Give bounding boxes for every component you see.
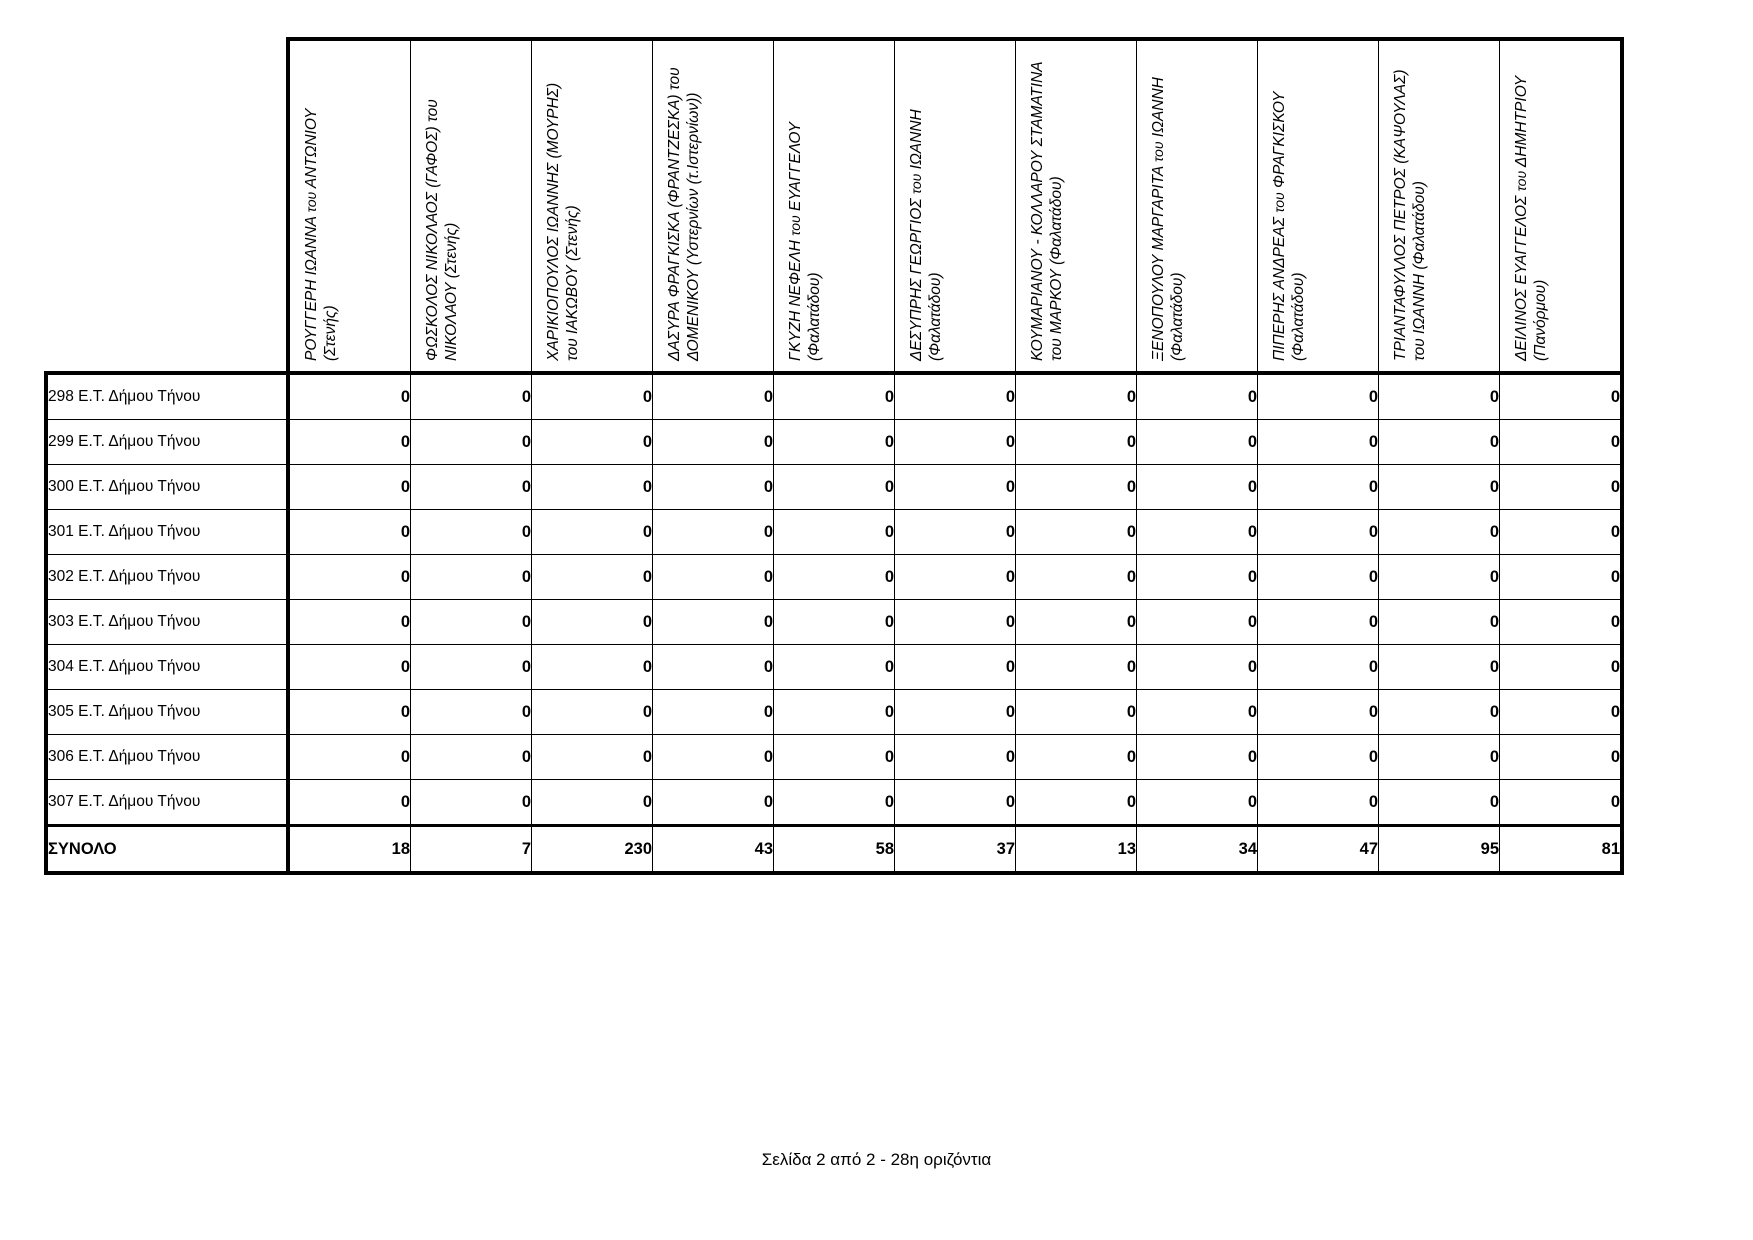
candidate-name-suffix: του <box>1513 170 1529 192</box>
table-row <box>46 780 1622 826</box>
vote-cell: 0 <box>653 465 774 510</box>
candidate-name-rest: (ΓΑΦΟΣ) του ΝΙΚΟΛΑΟΥ (Στενής) <box>424 99 460 361</box>
vote-cell: 0 <box>1137 780 1258 826</box>
vote-cell: 0 <box>774 465 895 510</box>
vote-cell: 0 <box>532 780 653 826</box>
total-cell: 7 <box>411 826 532 874</box>
vote-cell: 0 <box>1500 735 1623 780</box>
vote-cell: 0 <box>532 690 653 735</box>
table-row <box>46 373 1622 420</box>
candidate-name-rest: ΦΡΑΓΚΙΣΚΟΥ (Φαλατάδου) <box>1271 91 1307 361</box>
vote-cell: 0 <box>774 690 895 735</box>
candidate-name-rest: ΕΥΑΓΓΕΛΟΥ (Φαλατάδου) <box>787 122 823 361</box>
table-row <box>46 600 1622 645</box>
header-corner <box>46 39 288 373</box>
polling-station-label: 298 Ε.Τ. Δήμου Τήνου <box>46 373 288 420</box>
table-row <box>46 735 1622 780</box>
candidate-header <box>895 39 1016 373</box>
vote-cell: 0 <box>1016 780 1137 826</box>
vote-cell: 0 <box>532 420 653 465</box>
polling-station-label: 304 Ε.Τ. Δήμου Τήνου <box>46 645 288 690</box>
candidate-name-rest: ΑΝΤΩΝΙΟΥ (Στενής) <box>303 108 339 361</box>
total-cell: 34 <box>1137 826 1258 874</box>
vote-cell: 0 <box>1016 600 1137 645</box>
candidate-header <box>411 39 532 373</box>
vote-cell: 0 <box>1258 420 1379 465</box>
vote-cell: 0 <box>1258 780 1379 826</box>
candidate-header <box>1016 39 1137 373</box>
vote-cell: 0 <box>1137 510 1258 555</box>
total-cell: 47 <box>1258 826 1379 874</box>
vote-cell: 0 <box>1016 735 1137 780</box>
candidate-name-rest: (ΜΟΥΡΗΣ) του ΙΑΚΩΒΟΥ (Στενής) <box>545 82 581 361</box>
candidate-header-row <box>46 39 1622 373</box>
total-label: ΣΥΝΟΛΟ <box>46 826 288 874</box>
vote-cell: 0 <box>288 510 411 555</box>
vote-cell: 0 <box>1379 510 1500 555</box>
candidate-header <box>1137 39 1258 373</box>
vote-cell: 0 <box>653 555 774 600</box>
candidate-name: ΧΑΡΙΚΙΟΠΟΥΛΟΣ ΙΩΑΝΝΗΣ <box>545 162 562 361</box>
table-row <box>46 645 1622 690</box>
vote-cell: 0 <box>895 465 1016 510</box>
candidate-name: ΓΚΥΖΗ ΝΕΦΕΛΗ <box>787 240 804 361</box>
vote-cell: 0 <box>1137 555 1258 600</box>
vote-cell: 0 <box>411 510 532 555</box>
vote-cell: 0 <box>411 735 532 780</box>
candidate-name-label <box>1028 61 1066 361</box>
candidate-name-suffix: του <box>787 215 803 236</box>
vote-cell: 0 <box>288 600 411 645</box>
vote-cell: 0 <box>411 645 532 690</box>
total-cell: 58 <box>774 826 895 874</box>
vote-cell: 0 <box>895 555 1016 600</box>
vote-cell: 0 <box>1137 735 1258 780</box>
candidate-name-label <box>1270 61 1308 361</box>
vote-cell: 0 <box>532 510 653 555</box>
vote-cell: 0 <box>774 373 895 420</box>
candidate-header <box>1500 39 1623 373</box>
candidate-name-label <box>907 61 945 361</box>
candidate-name-label <box>1149 61 1187 361</box>
candidate-name: ΞΕΝΟΠΟΥΛΟΥ ΜΑΡΓΑΡΙΤΑ <box>1150 166 1167 361</box>
vote-cell: 0 <box>774 510 895 555</box>
vote-cell: 0 <box>1137 600 1258 645</box>
total-row <box>46 826 1622 874</box>
polling-station-label: 303 Ε.Τ. Δήμου Τήνου <box>46 600 288 645</box>
vote-cell: 0 <box>411 373 532 420</box>
polling-station-label: 305 Ε.Τ. Δήμου Τήνου <box>46 690 288 735</box>
vote-cell: 0 <box>411 780 532 826</box>
vote-cell: 0 <box>895 373 1016 420</box>
candidate-name-suffix: του <box>1150 141 1166 162</box>
vote-cell: 0 <box>774 780 895 826</box>
vote-cell: 0 <box>288 555 411 600</box>
vote-cell: 0 <box>774 555 895 600</box>
polling-station-label: 301 Ε.Τ. Δήμου Τήνου <box>46 510 288 555</box>
vote-cell: 0 <box>1379 373 1500 420</box>
vote-cell: 0 <box>774 645 895 690</box>
vote-cell: 0 <box>1016 420 1137 465</box>
vote-cell: 0 <box>1379 735 1500 780</box>
table-row <box>46 510 1622 555</box>
vote-cell: 0 <box>895 735 1016 780</box>
vote-cell: 0 <box>1137 690 1258 735</box>
vote-cell: 0 <box>653 645 774 690</box>
vote-cell: 0 <box>653 420 774 465</box>
vote-cell: 0 <box>653 510 774 555</box>
vote-cell: 0 <box>895 780 1016 826</box>
candidate-name: ΔΑΣΥΡΑ ΦΡΑΓΚΙΣΚΑ <box>666 211 683 361</box>
polling-station-label: 299 Ε.Τ. Δήμου Τήνου <box>46 420 288 465</box>
candidate-name-suffix: του <box>908 173 924 195</box>
vote-cell: 0 <box>1500 780 1623 826</box>
vote-cell: 0 <box>774 420 895 465</box>
vote-cell: 0 <box>1500 645 1623 690</box>
vote-cell: 0 <box>895 645 1016 690</box>
candidate-name: ΔΕΣΥΠΡΗΣ ΓΕΩΡΓΙΟΣ <box>908 198 925 361</box>
vote-cell: 0 <box>1137 373 1258 420</box>
vote-cell: 0 <box>411 465 532 510</box>
candidate-header <box>774 39 895 373</box>
vote-cell: 0 <box>1258 645 1379 690</box>
candidate-name-rest: ΙΩΑΝΝΗ (Φαλατάδου) <box>1150 77 1186 361</box>
vote-cell: 0 <box>653 690 774 735</box>
results-table <box>44 37 1624 875</box>
table-row <box>46 420 1622 465</box>
vote-cell: 0 <box>1258 600 1379 645</box>
vote-cell: 0 <box>411 420 532 465</box>
polling-station-label: 300 Ε.Τ. Δήμου Τήνου <box>46 465 288 510</box>
vote-cell: 0 <box>1016 510 1137 555</box>
results-table-body <box>46 373 1622 873</box>
vote-cell: 0 <box>411 600 532 645</box>
vote-cell: 0 <box>532 465 653 510</box>
vote-cell: 0 <box>1379 420 1500 465</box>
vote-cell: 0 <box>1016 465 1137 510</box>
total-cell: 13 <box>1016 826 1137 874</box>
vote-cell: 0 <box>1258 510 1379 555</box>
candidate-name-label <box>1391 61 1429 361</box>
candidate-name-label <box>302 61 340 361</box>
candidate-name-rest: ΙΩΑΝΝΗ (Φαλατάδου) <box>908 109 944 361</box>
vote-cell: 0 <box>774 735 895 780</box>
vote-cell: 0 <box>1379 690 1500 735</box>
total-cell: 81 <box>1500 826 1623 874</box>
vote-cell: 0 <box>1016 555 1137 600</box>
candidate-name-label <box>786 61 824 361</box>
vote-cell: 0 <box>1137 645 1258 690</box>
vote-cell: 0 <box>1258 373 1379 420</box>
vote-cell: 0 <box>532 645 653 690</box>
vote-cell: 0 <box>288 465 411 510</box>
candidate-name-label <box>544 61 582 361</box>
vote-cell: 0 <box>653 780 774 826</box>
candidate-header <box>1258 39 1379 373</box>
vote-cell: 0 <box>411 690 532 735</box>
vote-cell: 0 <box>288 735 411 780</box>
vote-cell: 0 <box>1379 555 1500 600</box>
vote-cell: 0 <box>1258 735 1379 780</box>
vote-cell: 0 <box>288 780 411 826</box>
vote-cell: 0 <box>1379 465 1500 510</box>
total-cell: 18 <box>288 826 411 874</box>
candidate-name-rest: ΔΗΜΗΤΡΙΟΥ (Πανόρμου) <box>1513 75 1549 361</box>
candidate-name-suffix: του <box>303 191 319 213</box>
vote-cell: 0 <box>1500 555 1623 600</box>
vote-cell: 0 <box>1500 373 1623 420</box>
candidate-name-rest: ΣΤΑΜΑΤΙΝΑ του ΜΑΡΚΟΥ (Φαλατάδου) <box>1029 61 1065 361</box>
candidate-name: ΡΟΥΓΓΕΡΗ ΙΩΑΝΝΑ <box>303 216 320 361</box>
page-footer: Σελίδα 2 από 2 - 28η οριζόντια <box>761 1150 992 1169</box>
table-row <box>46 555 1622 600</box>
candidate-name-rest: (ΦΡΑΝΤΖΕΣΚΑ) του ΔΟΜΕΝΙΚΟΥ (Υστερνίων (τ.Ιστερνίων)) <box>666 67 702 361</box>
vote-cell: 0 <box>1500 510 1623 555</box>
vote-cell: 0 <box>288 690 411 735</box>
table-row <box>46 465 1622 510</box>
vote-cell: 0 <box>1500 600 1623 645</box>
candidate-name: ΦΩΣΚΟΛΟΣ ΝΙΚΟΛΑΟΣ <box>424 192 441 361</box>
candidate-name-label <box>665 61 703 361</box>
candidate-header <box>532 39 653 373</box>
vote-cell: 0 <box>532 600 653 645</box>
candidate-name-label <box>1512 61 1550 361</box>
vote-cell: 0 <box>895 600 1016 645</box>
vote-cell: 0 <box>1258 465 1379 510</box>
total-cell: 43 <box>653 826 774 874</box>
vote-cell: 0 <box>1258 555 1379 600</box>
polling-station-label: 307 Ε.Τ. Δήμου Τήνου <box>46 780 288 826</box>
vote-cell: 0 <box>895 690 1016 735</box>
vote-cell: 0 <box>1016 645 1137 690</box>
candidate-header <box>653 39 774 373</box>
vote-cell: 0 <box>288 420 411 465</box>
vote-cell: 0 <box>774 600 895 645</box>
vote-cell: 0 <box>411 555 532 600</box>
vote-cell: 0 <box>1379 780 1500 826</box>
vote-cell: 0 <box>653 600 774 645</box>
vote-cell: 0 <box>1137 420 1258 465</box>
vote-cell: 0 <box>1016 690 1137 735</box>
vote-cell: 0 <box>653 373 774 420</box>
candidate-name-label <box>423 61 461 361</box>
table-row <box>46 690 1622 735</box>
vote-cell: 0 <box>895 510 1016 555</box>
vote-cell: 0 <box>1379 600 1500 645</box>
vote-cell: 0 <box>532 373 653 420</box>
candidate-header <box>1379 39 1500 373</box>
vote-cell: 0 <box>1137 465 1258 510</box>
candidate-header <box>288 39 411 373</box>
candidate-name-suffix: του <box>1271 192 1287 213</box>
vote-cell: 0 <box>653 735 774 780</box>
candidate-name: ΔΕΙΛΙΝΟΣ ΕΥΑΓΓΕΛΟΣ <box>1513 195 1530 361</box>
vote-cell: 0 <box>1379 645 1500 690</box>
polling-station-label: 302 Ε.Τ. Δήμου Τήνου <box>46 555 288 600</box>
vote-cell: 0 <box>532 735 653 780</box>
vote-cell: 0 <box>532 555 653 600</box>
total-cell: 95 <box>1379 826 1500 874</box>
candidate-name-rest: (ΚΑΨΟΥΛΑΣ) του ΙΩΑΝΝΗ (Φαλατάδου) <box>1392 69 1428 361</box>
candidate-name: ΠΙΠΕΡΗΣ ΑΝΔΡΕΑΣ <box>1271 217 1288 361</box>
total-cell: 230 <box>532 826 653 874</box>
vote-cell: 0 <box>288 645 411 690</box>
vote-cell: 0 <box>895 420 1016 465</box>
vote-cell: 0 <box>1500 420 1623 465</box>
vote-cell: 0 <box>1258 690 1379 735</box>
vote-cell: 0 <box>1016 373 1137 420</box>
candidate-name: ΤΡΙΑΝΤΑΦΥΛΛΟΣ ΠΕΤΡΟΣ <box>1392 168 1409 361</box>
vote-cell: 0 <box>1500 465 1623 510</box>
vote-cell: 0 <box>1500 690 1623 735</box>
total-cell: 37 <box>895 826 1016 874</box>
vote-cell: 0 <box>288 373 411 420</box>
candidate-name: ΚΟΥΜΑΡΙΑΝΟΥ - ΚΟΛΛΑΡΟΥ <box>1029 150 1046 361</box>
polling-station-label: 306 Ε.Τ. Δήμου Τήνου <box>46 735 288 780</box>
